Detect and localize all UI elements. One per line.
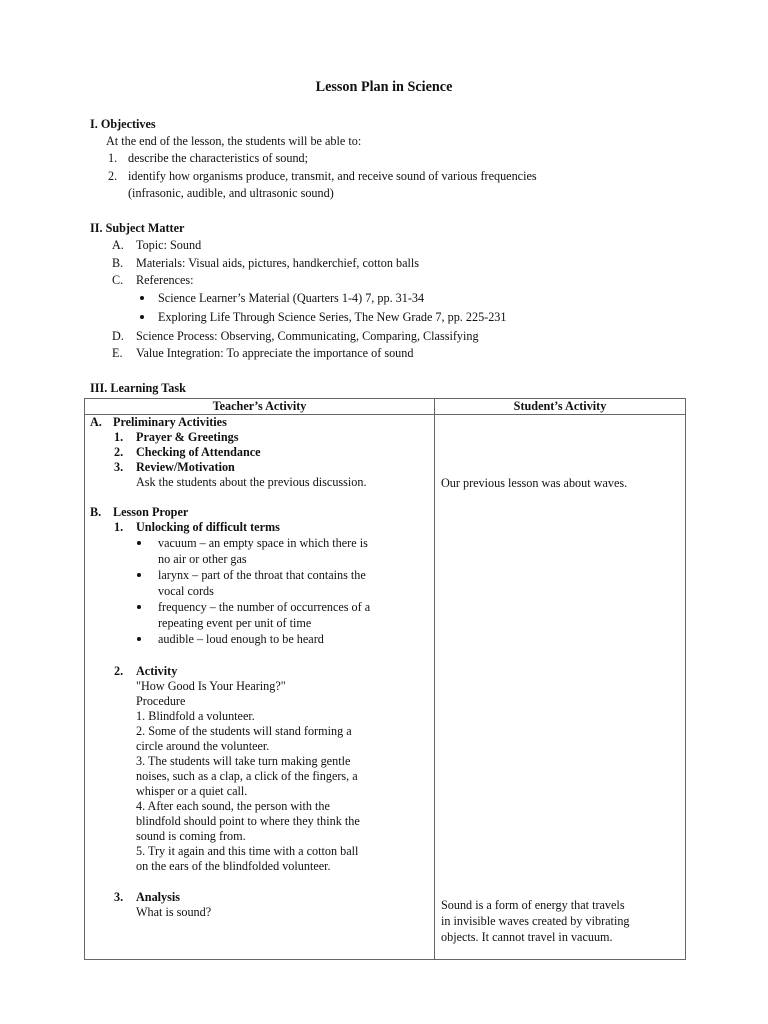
bullet-icon <box>140 296 144 300</box>
activity-line: blindfold should point to where they think the <box>136 814 360 828</box>
unlocking-number: 1. <box>114 520 124 534</box>
term-vacuum-cont: no air or other gas <box>158 552 247 566</box>
activity-line: 4. After each sound, the person with the <box>136 799 330 813</box>
reference-item-2: Exploring Life Through Science Series, The New Grade 7, pp. 225-231 <box>158 310 507 324</box>
review-motivation-item: Review/Motivation <box>136 460 235 474</box>
bullet-icon <box>140 315 144 319</box>
term-vacuum: vacuum – an empty space in which there is <box>158 536 368 550</box>
activity-line: circle around the volunteer. <box>136 739 270 753</box>
student-review-response: Our previous lesson was about waves. <box>441 476 628 490</box>
review-instruction: Ask the students about the previous discussion. <box>136 475 367 489</box>
student-activity-header: Student’s Activity <box>435 399 686 415</box>
bullet-icon <box>137 605 141 609</box>
objective-1-text: describe the characteristics of sound; <box>128 151 309 165</box>
review-number: 3. <box>114 460 124 474</box>
teacher-activity-cell <box>85 415 435 960</box>
materials-text: Materials: Visual aids, pictures, handkerchief, cotton balls <box>136 256 420 270</box>
objective-2-number: 2. <box>108 169 118 183</box>
activity-line: Procedure <box>136 694 186 708</box>
term-audible: audible – loud enough to be heard <box>158 632 324 646</box>
objectives-intro: At the end of the lesson, the students will be able to: <box>106 134 362 148</box>
activity-line: 3. The students will take turn making gentle <box>136 754 351 768</box>
activity-number: 2. <box>114 664 124 678</box>
term-larynx: larynx – part of the throat that contains the <box>158 568 366 582</box>
preliminary-activities-title: Preliminary Activities <box>113 415 227 429</box>
references-letter: C. <box>112 273 124 287</box>
activity-line: noises, such as a clap, a click of the fingers, a <box>136 769 358 783</box>
table-header-row <box>85 399 686 415</box>
references-label: References: <box>136 273 194 287</box>
term-frequency: frequency – the number of occurrences of a <box>158 600 371 614</box>
student-analysis-line: in invisible waves created by vibrating <box>441 914 630 928</box>
objective-2-continuation: (infrasonic, audible, and ultrasonic sound) <box>128 186 334 200</box>
value-letter: E. <box>112 346 123 360</box>
page-title: Lesson Plan in Science <box>315 79 453 95</box>
value-integration-text: Value Integration: To appreciate the importance of sound <box>136 346 414 360</box>
unlocking-terms-title: Unlocking of difficult terms <box>136 520 280 534</box>
analysis-number: 3. <box>114 890 124 904</box>
lesson-proper-letter: B. <box>90 505 102 519</box>
science-process-text: Science Process: Observing, Communicating, Comparing, Classifying <box>136 329 479 343</box>
bullet-icon <box>137 573 141 577</box>
student-analysis-line: Sound is a form of energy that travels <box>441 898 625 912</box>
preliminary-letter: A. <box>90 415 102 429</box>
objective-2-text: identify how organisms produce, transmit, and receive sound of various frequencies <box>128 169 537 183</box>
teacher-activity-header: Teacher’s Activity <box>85 399 435 415</box>
materials-letter: B. <box>112 256 124 270</box>
analysis-title: Analysis <box>136 890 181 904</box>
bullet-icon <box>137 637 141 641</box>
activity-line: on the ears of the blindfolded volunteer. <box>136 859 331 873</box>
bullet-icon <box>137 541 141 545</box>
student-analysis-line: objects. It cannot travel in vacuum. <box>441 930 613 944</box>
student-activity-cell <box>435 415 686 960</box>
term-larynx-cont: vocal cords <box>158 584 214 598</box>
objectives-heading: I. Objectives <box>90 117 156 131</box>
reference-item-1: Science Learner’s Material (Quarters 1-4) 7, pp. 31-34 <box>158 291 425 305</box>
subject-matter-heading: II. Subject Matter <box>90 221 185 235</box>
topic-text: Topic: Sound <box>136 238 202 252</box>
objective-1-number: 1. <box>108 151 118 165</box>
term-frequency-cont: repeating event per unit of time <box>158 616 312 630</box>
checking-attendance-item: Checking of Attendance <box>136 445 261 459</box>
activity-line: 2. Some of the students will stand forming a <box>136 724 352 738</box>
activity-line: whisper or a quiet call. <box>136 784 248 798</box>
prayer-greetings-item: Prayer & Greetings <box>136 430 239 444</box>
prayer-number: 1. <box>114 430 124 444</box>
activity-title: Activity <box>136 664 178 678</box>
topic-letter: A. <box>112 238 124 252</box>
learning-task-table <box>84 398 686 960</box>
activity-line: 1. Blindfold a volunteer. <box>136 709 255 723</box>
process-letter: D. <box>112 329 124 343</box>
lesson-proper-title: Lesson Proper <box>113 505 189 519</box>
learning-task-heading: III. Learning Task <box>90 381 186 395</box>
attendance-number: 2. <box>114 445 124 459</box>
activity-line: 5. Try it again and this time with a cotton ball <box>136 844 359 858</box>
activity-line: "How Good Is Your Hearing?" <box>136 679 286 693</box>
table-row <box>85 415 686 960</box>
analysis-question: What is sound? <box>136 905 212 919</box>
activity-line: sound is coming from. <box>136 829 246 843</box>
